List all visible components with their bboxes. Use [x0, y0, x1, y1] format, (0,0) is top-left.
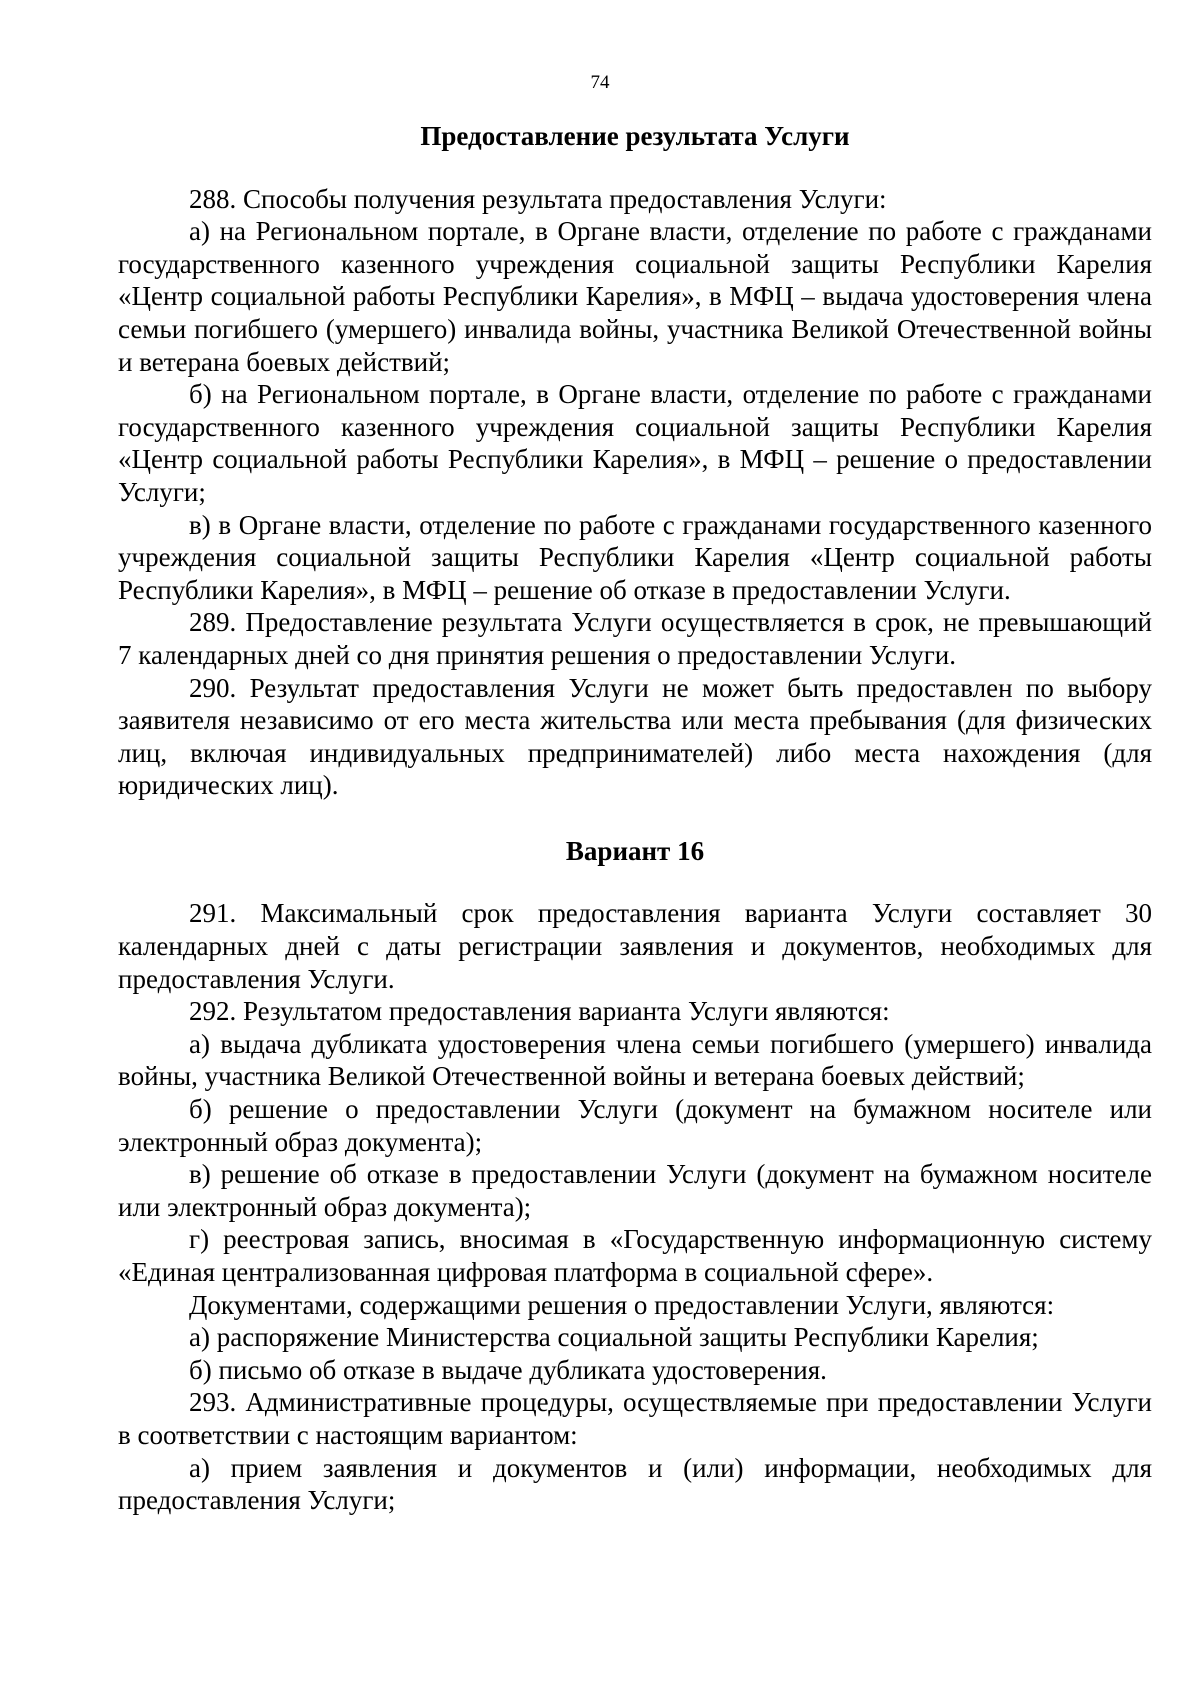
- section-heading-variant-16: Вариант 16: [565, 835, 705, 866]
- spacer: [118, 802, 1152, 835]
- paragraph-293-a: а) прием заявления и документов и (или) информации, необходимых для предоставления Услуги;: [118, 1452, 1152, 1516]
- paragraph-288-a: а) на Региональном портале, в Органе власти, отделение по работе с гражданами государственного казенного учреждения социальной защиты Республики Карелия «Центр социальной работы Республики Карелия», в МФЦ – выдача удостоверения члена семьи погибшего (умершего) инвалида войны, участника Великой Отечественной войны и ветерана боевых действий;: [118, 216, 1152, 377]
- section-heading-result: Предоставление результата Услуги: [420, 121, 850, 151]
- spacer: [118, 867, 1152, 897]
- page-number: 74: [590, 72, 610, 93]
- paragraph-290: 290. Результат предоставления Услуги не может быть предоставлен по выбору заявителя независимо от его места жительства или места пребывания (для физических лиц, включая индивидуальных предпринимателей) либо места нахождения (для юридических лиц).: [118, 672, 1152, 801]
- paragraph-292-c: в) решение об отказе в предоставлении Услуги (документ на бумажном носителе или электронный образ документа);: [118, 1159, 1152, 1222]
- paragraph-292-b: б) решение о предоставлении Услуги (документ на бумажном носителе или электронный образ документа);: [118, 1094, 1152, 1157]
- paragraph-292-d: г) реестровая запись, вносимая в «Государственную информационную систему «Единая централизованная цифровая платформа в социальной сфере».: [118, 1224, 1152, 1287]
- paragraph-288-c: в) в Органе власти, отделение по работе с гражданами государственного казенного учреждения социальной защиты Республики Карелия «Центр социальной работы Республики Карелия», в МФЦ – решение об отказе в предоставлении Услуги.: [118, 509, 1152, 605]
- paragraph-289: 289. Предоставление результата Услуги осуществляется в срок, не превышающий 7 календарных дней со дня принятия решения о предоставлении Услуги.: [118, 607, 1152, 670]
- paragraph-documents: Документами, содержащими решения о предоставлении Услуги, являются:: [189, 1289, 1055, 1320]
- paragraph-documents-a: а) распоряжение Министерства социальной защиты Республики Карелия;: [189, 1322, 1039, 1353]
- paragraph-288: 288. Способы получения результата предоставления Услуги:: [189, 183, 887, 214]
- paragraph-292-a: а) выдача дубликата удостоверения члена семьи погибшего (умершего) инвалида войны, участника Великой Отечественной войны и ветерана боевых действий;: [118, 1028, 1152, 1092]
- paragraph-288-b: б) на Региональном портале, в Органе власти, отделение по работе с гражданами государственного казенного учреждения социальной защиты Республики Карелия «Центр социальной работы Республики Карелия», в МФЦ – решение о предоставлении Услуги;: [118, 379, 1152, 507]
- spacer: [118, 153, 1152, 183]
- paragraph-291: 291. Максимальный срок предоставления варианта Услуги составляет 30 календарных дней с даты регистрации заявления и документов, необходимых для предоставления Услуги.: [118, 898, 1152, 994]
- paragraph-documents-b: б) письмо об отказе в выдаче дубликата удостоверения.: [189, 1354, 827, 1385]
- document-body: [118, 120, 1152, 1517]
- paragraph-292: 292. Результатом предоставления варианта Услуги являются:: [189, 996, 890, 1027]
- paragraph-293: 293. Административные процедуры, осуществляемые при предоставлении Услуги в соответствии с настоящим вариантом:: [118, 1387, 1152, 1450]
